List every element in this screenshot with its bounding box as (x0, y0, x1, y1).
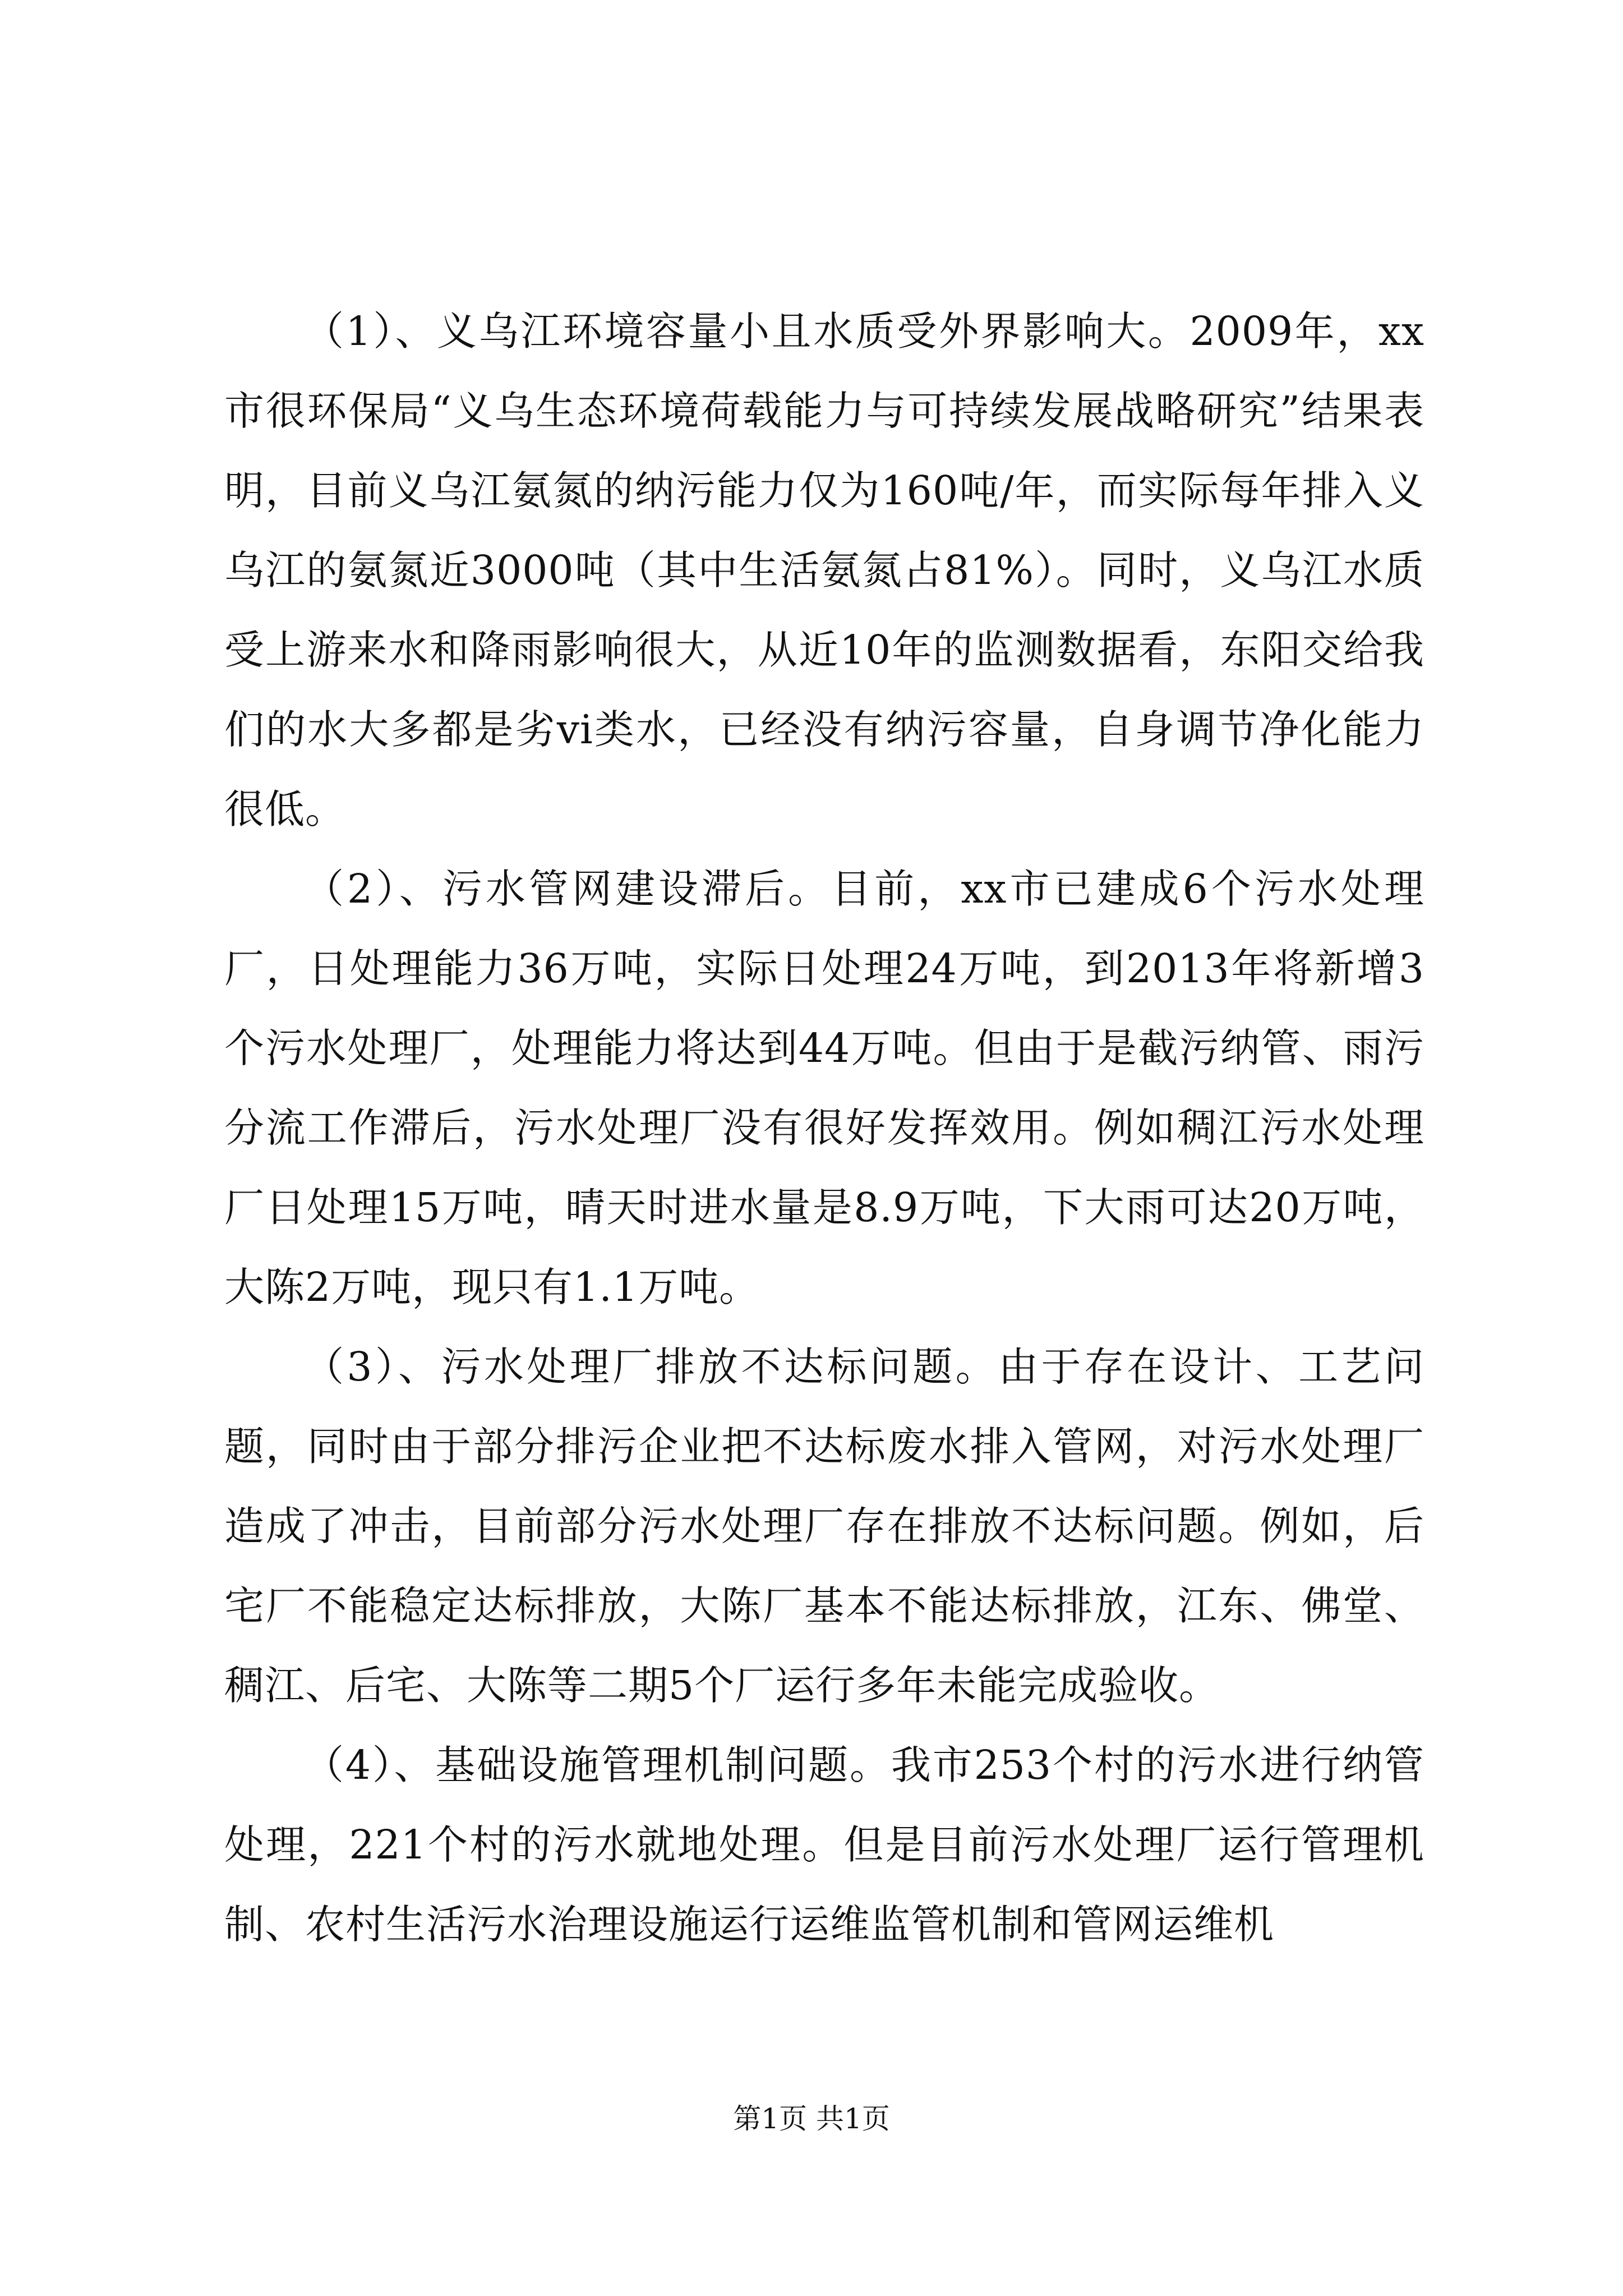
paragraph-3: （3）、污水处理厂排放不达标问题。由于存在设计、工艺问题，同时由于部分排污企业把不达标废水排入管网，对污水处理厂造成了冲击，目前部分污水处理厂存在排放不达标问题。例如，后宅厂不能稳定达标排放，大陈厂基本不能达标排放，江东、佛堂、稠江、后宅、大陈等二期5个厂运行多年未能完成验收。 (224, 1343, 1424, 1709)
paragraph-4: （4）、基础设施管理机制问题。我市253个村的污水进行纳管处理，221个村的污水就地处理。但是目前污水处理厂运行管理机制、农村生活污水治理设施运行运维监管机制和管网运维机 (224, 1742, 1424, 1948)
document-body (224, 292, 1424, 1964)
paragraph-1: （1）、义乌江环境容量小且水质受外界影响大。2009年，xx市很环保局“义乌生态环境荷载能力与可持续发展战略研究”结果表明，目前义乌江氨氮的纳污能力仅为160吨/年，而实际每年排入义乌江的氨氮近3000吨（其中生活氨氮占81%）。同时，义乌江水质受上游来水和降雨影响很大，从近10年的监测数据看，东阳交给我们的水大多都是劣vi类水，已经没有纳污容量，自身调节净化能力很低。 (224, 308, 1424, 832)
page-footer: 第1页 共1页 (733, 2102, 890, 2135)
paragraph-2: （2）、污水管网建设滞后。目前，xx市已建成6个污水处理厂，日处理能力36万吨，实际日处理24万吨，到2013年将新增3个污水处理厂，处理能力将达到44万吨。但由于是截污纳管、雨污分流工作滞后，污水处理厂没有很好发挥效用。例如稠江污水处理厂日处理15万吨，晴天时进水量是8.9万吨，下大雨可达20万吨，大陈2万吨，现只有1.1万吨。 (224, 866, 1424, 1310)
